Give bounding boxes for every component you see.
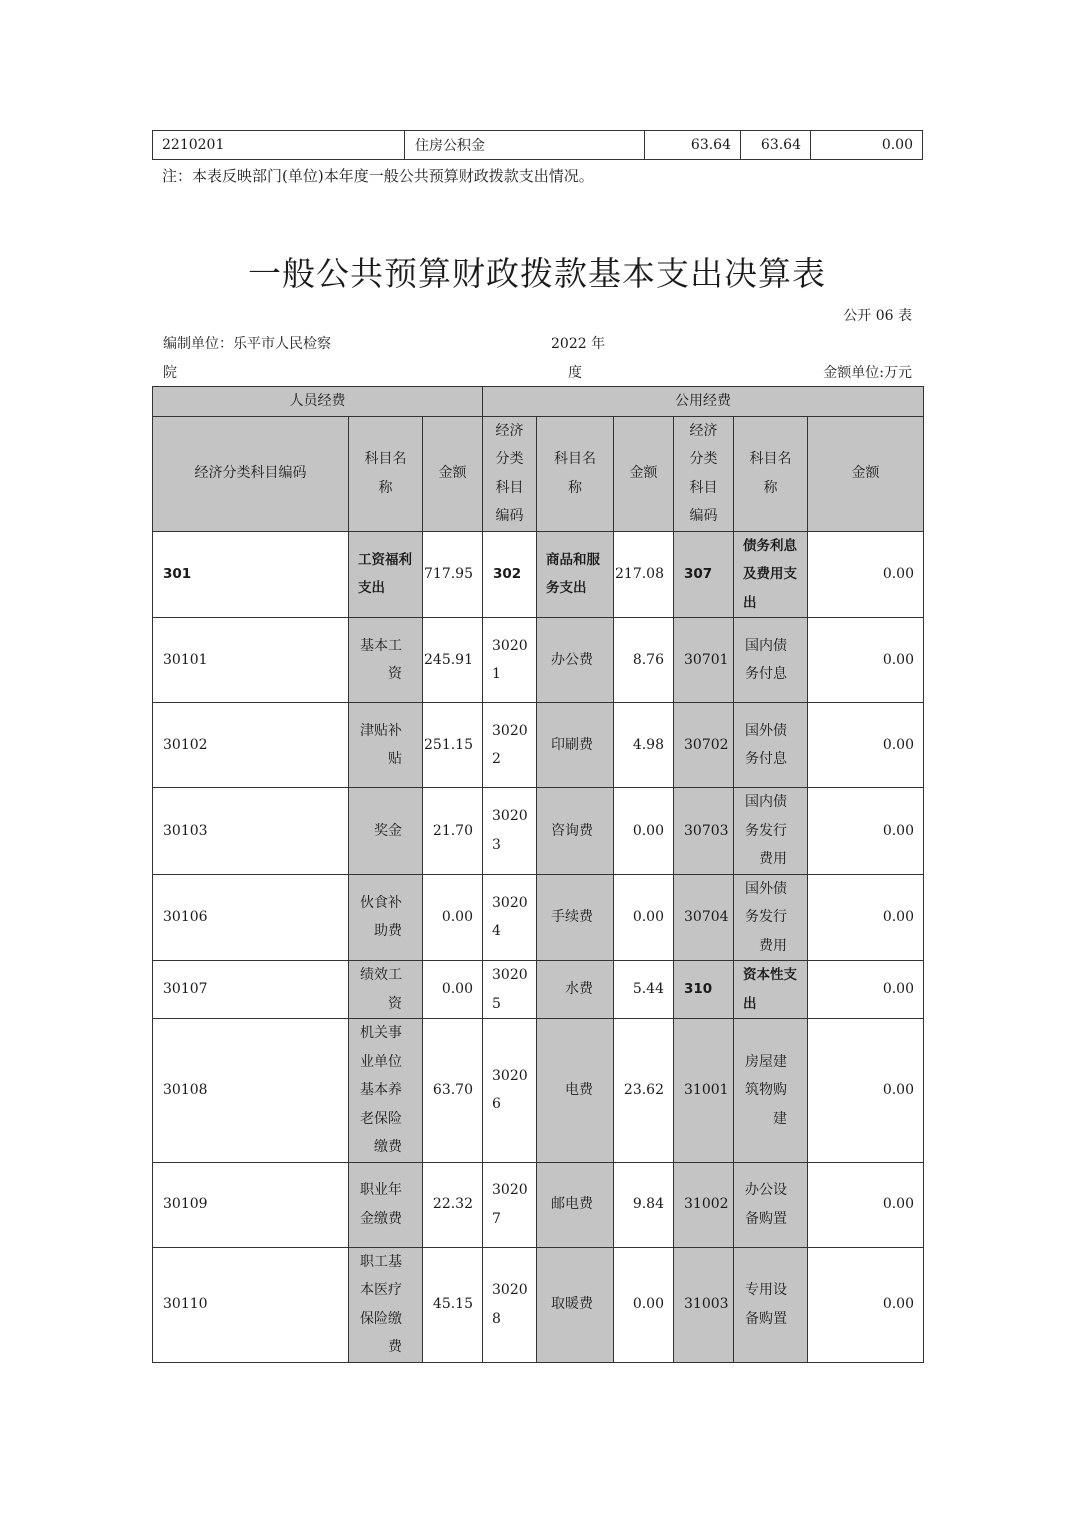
public-subject-name: 办公费 bbox=[537, 618, 614, 703]
col-amount-2: 金额 bbox=[614, 416, 674, 531]
debt-capital-code: 31003 bbox=[674, 1247, 734, 1362]
total-amount: 63.64 bbox=[645, 131, 741, 160]
debt-capital-subject-name: 办公设备购置 bbox=[734, 1162, 808, 1247]
personnel-code: 301 bbox=[153, 531, 349, 618]
table-row bbox=[153, 788, 924, 875]
public-amount: 0.00 bbox=[614, 874, 674, 961]
debt-capital-amount: 0.00 bbox=[808, 961, 924, 1019]
public-subject-name: 取暖费 bbox=[537, 1247, 614, 1362]
personnel-subject-name: 机关事业单位基本养老保险缴费 bbox=[349, 1019, 423, 1163]
debt-capital-subject-name: 国内债务付息 bbox=[734, 618, 808, 703]
debt-capital-amount: 0.00 bbox=[808, 618, 924, 703]
col-amount: 金额 bbox=[423, 416, 483, 531]
public-code: 30207 bbox=[483, 1162, 537, 1247]
personnel-amount: 21.70 bbox=[423, 788, 483, 875]
debt-capital-code: 307 bbox=[674, 531, 734, 618]
debt-capital-subject-name: 资本性支出 bbox=[734, 961, 808, 1019]
public-expense-header: 公用经费 bbox=[483, 387, 924, 417]
personnel-code: 30110 bbox=[153, 1247, 349, 1362]
col-subject-name-2: 科目名称 bbox=[537, 416, 614, 531]
public-subject-name: 印刷费 bbox=[537, 703, 614, 788]
personnel-code: 30102 bbox=[153, 703, 349, 788]
table-row bbox=[153, 531, 924, 618]
public-subject-name: 邮电费 bbox=[537, 1162, 614, 1247]
debt-capital-subject-name: 国外债务发行费用 bbox=[734, 874, 808, 961]
table-row bbox=[153, 874, 924, 961]
public-subject-name: 电费 bbox=[537, 1019, 614, 1163]
public-code: 30206 bbox=[483, 1019, 537, 1163]
debt-capital-subject-name: 专用设备购置 bbox=[734, 1247, 808, 1362]
basic-amount: 63.64 bbox=[741, 131, 811, 160]
debt-capital-code: 30704 bbox=[674, 874, 734, 961]
public-amount: 217.08 bbox=[614, 531, 674, 618]
debt-capital-code: 30702 bbox=[674, 703, 734, 788]
table-row bbox=[153, 1247, 924, 1362]
personnel-expense-header: 人员经费 bbox=[153, 387, 483, 417]
function-code: 2210201 bbox=[153, 131, 405, 160]
table-row bbox=[153, 703, 924, 788]
personnel-amount: 22.32 bbox=[423, 1162, 483, 1247]
debt-capital-amount: 0.00 bbox=[808, 874, 924, 961]
debt-capital-code: 310 bbox=[674, 961, 734, 1019]
debt-capital-subject-name: 债务利息及费用支出 bbox=[734, 531, 808, 618]
table-row bbox=[153, 131, 923, 160]
debt-capital-amount: 0.00 bbox=[808, 703, 924, 788]
col-subject-name-3: 科目名称 bbox=[734, 416, 808, 531]
debt-capital-subject-name: 国外债务付息 bbox=[734, 703, 808, 788]
page-title: 一般公共预算财政拨款基本支出决算表 bbox=[248, 254, 826, 293]
public-amount: 5.44 bbox=[614, 961, 674, 1019]
personnel-subject-name: 工资福利支出 bbox=[349, 531, 423, 618]
debt-capital-amount: 0.00 bbox=[808, 1247, 924, 1362]
public-code: 302 bbox=[483, 531, 537, 618]
col-economic-code: 经济分类科目编码 bbox=[153, 416, 349, 531]
table-row bbox=[153, 618, 924, 703]
personnel-code: 30109 bbox=[153, 1162, 349, 1247]
public-code: 30205 bbox=[483, 961, 537, 1019]
personnel-subject-name: 职业年金缴费 bbox=[349, 1162, 423, 1247]
debt-capital-code: 30701 bbox=[674, 618, 734, 703]
personnel-subject-name: 职工基本医疗保险缴费 bbox=[349, 1247, 423, 1362]
personnel-code: 30103 bbox=[153, 788, 349, 875]
personnel-amount: 251.15 bbox=[423, 703, 483, 788]
personnel-code: 30107 bbox=[153, 961, 349, 1019]
personnel-subject-name: 奖金 bbox=[349, 788, 423, 875]
debt-capital-amount: 0.00 bbox=[808, 1162, 924, 1247]
personnel-code: 30108 bbox=[153, 1019, 349, 1163]
table-note: 注：本表反映部门(单位)本年度一般公共预算财政拨款支出情况。 bbox=[162, 167, 594, 185]
public-subject-name: 水费 bbox=[537, 961, 614, 1019]
project-amount: 0.00 bbox=[811, 131, 923, 160]
personnel-amount: 45.15 bbox=[423, 1247, 483, 1362]
col-amount-3: 金额 bbox=[808, 416, 924, 531]
public-amount: 4.98 bbox=[614, 703, 674, 788]
debt-capital-subject-name: 房屋建筑物购建 bbox=[734, 1019, 808, 1163]
debt-capital-code: 30703 bbox=[674, 788, 734, 875]
expenditure-table bbox=[152, 386, 924, 1363]
header-row-groups bbox=[153, 387, 924, 417]
personnel-subject-name: 绩效工资 bbox=[349, 961, 423, 1019]
debt-capital-subject-name: 国内债务发行费用 bbox=[734, 788, 808, 875]
personnel-code: 30106 bbox=[153, 874, 349, 961]
compiling-unit: 编制单位：乐平市人民检察 bbox=[163, 336, 331, 352]
personnel-subject-name: 津贴补贴 bbox=[349, 703, 423, 788]
personnel-amount: 0.00 bbox=[423, 874, 483, 961]
col-economic-code-3: 经济分类科目编码 bbox=[674, 416, 734, 531]
personnel-amount: 717.95 bbox=[423, 531, 483, 618]
personnel-amount: 63.70 bbox=[423, 1019, 483, 1163]
public-amount: 8.76 bbox=[614, 618, 674, 703]
personnel-amount: 245.91 bbox=[423, 618, 483, 703]
previous-table-last-row bbox=[152, 130, 923, 160]
table-number: 公开 06 表 bbox=[843, 308, 912, 324]
table-row bbox=[153, 1162, 924, 1247]
public-code: 30204 bbox=[483, 874, 537, 961]
debt-capital-amount: 0.00 bbox=[808, 1019, 924, 1163]
public-subject-name: 商品和服务支出 bbox=[537, 531, 614, 618]
compiling-unit-continued: 院 bbox=[163, 365, 177, 381]
public-amount: 0.00 bbox=[614, 1247, 674, 1362]
col-economic-code-2: 经济分类科目编码 bbox=[483, 416, 537, 531]
debt-capital-amount: 0.00 bbox=[808, 531, 924, 618]
fiscal-year-continued: 度 bbox=[568, 365, 582, 381]
public-code: 30202 bbox=[483, 703, 537, 788]
public-amount: 23.62 bbox=[614, 1019, 674, 1163]
function-name: 住房公积金 bbox=[405, 131, 645, 160]
public-subject-name: 咨询费 bbox=[537, 788, 614, 875]
table-row bbox=[153, 1019, 924, 1163]
col-subject-name: 科目名称 bbox=[349, 416, 423, 531]
public-code: 30201 bbox=[483, 618, 537, 703]
currency-unit: 金额单位:万元 bbox=[823, 365, 912, 381]
debt-capital-code: 31001 bbox=[674, 1019, 734, 1163]
debt-capital-amount: 0.00 bbox=[808, 788, 924, 875]
public-subject-name: 手续费 bbox=[537, 874, 614, 961]
header-row-columns bbox=[153, 416, 924, 531]
fiscal-year: 2022 年 bbox=[551, 336, 606, 352]
personnel-subject-name: 基本工资 bbox=[349, 618, 423, 703]
public-amount: 9.84 bbox=[614, 1162, 674, 1247]
table-row bbox=[153, 961, 924, 1019]
public-amount: 0.00 bbox=[614, 788, 674, 875]
personnel-amount: 0.00 bbox=[423, 961, 483, 1019]
public-code: 30208 bbox=[483, 1247, 537, 1362]
personnel-code: 30101 bbox=[153, 618, 349, 703]
debt-capital-code: 31002 bbox=[674, 1162, 734, 1247]
public-code: 30203 bbox=[483, 788, 537, 875]
personnel-subject-name: 伙食补助费 bbox=[349, 874, 423, 961]
